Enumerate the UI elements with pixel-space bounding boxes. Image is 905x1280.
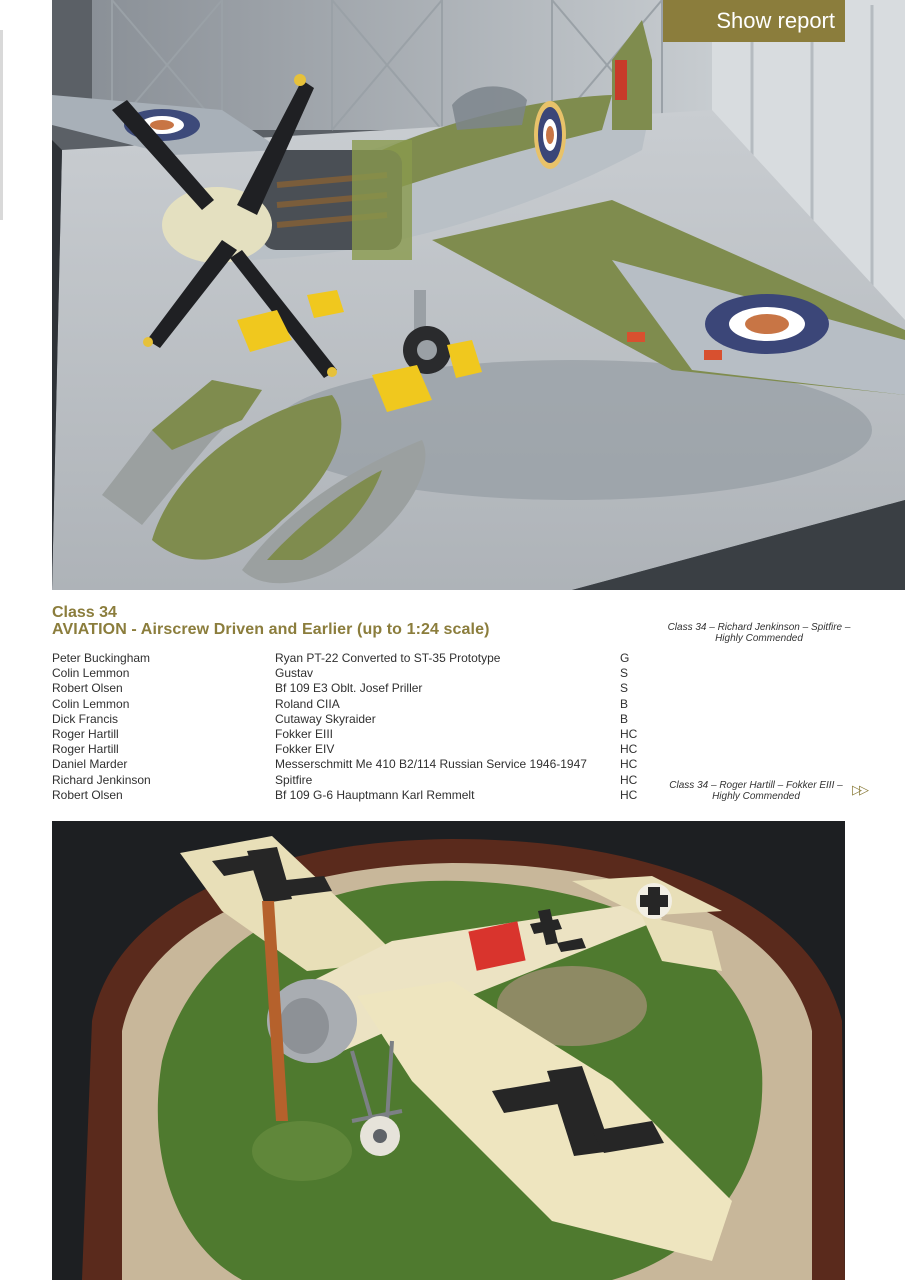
result-row <box>52 666 652 681</box>
entrant-name: Colin Lemmon <box>52 666 130 681</box>
entrant-name: Roger Hartill <box>52 726 119 741</box>
model-title: Fokker EIV <box>275 742 335 757</box>
section-tab: Show report <box>663 0 845 42</box>
result-row <box>52 727 652 742</box>
award-code: HC <box>620 726 638 741</box>
entrant-name: Dick Francis <box>52 711 119 726</box>
result-row <box>52 742 652 757</box>
result-row <box>52 651 652 666</box>
entrant-name: Peter Buckingham <box>52 651 151 665</box>
award-code: B <box>620 711 629 726</box>
result-row <box>52 757 652 772</box>
model-title: Bf 109 E3 Oblt. Josef Priller <box>275 681 423 696</box>
class-title: AVIATION - Airscrew Driven and Earlier (up to 1:24 scale) <box>52 621 490 638</box>
award-code: G <box>620 651 630 665</box>
award-code: HC <box>620 772 638 787</box>
double-chevron-right-icon[interactable]: ▷▷ <box>852 783 866 798</box>
entrant-name: Richard Jenkinson <box>52 772 151 787</box>
model-title: Roland CIIA <box>275 696 340 711</box>
entrant-name: Colin Lemmon <box>52 696 130 711</box>
award-code: HC <box>620 742 638 757</box>
model-title: Ryan PT-22 Converted to ST-35 Prototype <box>275 651 501 665</box>
result-row <box>52 773 652 788</box>
photo-caption-spitfire: Class 34 – Richard Jenkinson – Spitfire – Highly Commended <box>667 622 851 644</box>
entrant-name: Robert Olsen <box>52 681 123 696</box>
award-code: HC <box>620 757 638 772</box>
model-title: Messerschmitt Me 410 B2/114 Russian Service 1946-1947 <box>275 757 587 772</box>
model-title: Spitfire <box>275 772 313 787</box>
model-title: Bf 109 G-6 Hauptmann Karl Remmelt <box>275 787 475 802</box>
model-title: Fokker EIII <box>275 726 334 741</box>
model-title: Cutaway Skyraider <box>275 711 376 726</box>
results-table <box>52 651 652 803</box>
fokker-model-photo <box>52 821 845 1280</box>
class-heading <box>52 604 490 638</box>
result-row <box>52 788 652 803</box>
award-code: S <box>620 666 629 681</box>
entrant-name: Robert Olsen <box>52 787 123 802</box>
margin-rule <box>0 30 3 220</box>
award-code: HC <box>620 787 638 802</box>
result-row <box>52 681 652 696</box>
entrant-name: Daniel Marder <box>52 757 128 772</box>
award-code: S <box>620 681 629 696</box>
result-row <box>52 697 652 712</box>
result-row <box>52 712 652 727</box>
award-code: B <box>620 696 629 711</box>
spitfire-model-photo <box>52 0 905 590</box>
class-number: Class 34 <box>52 604 117 621</box>
model-title: Gustav <box>275 666 314 681</box>
photo-caption-fokker: Class 34 – Roger Hartill – Fokker EIII – Highly Commended <box>669 780 843 802</box>
entrant-name: Roger Hartill <box>52 742 119 757</box>
